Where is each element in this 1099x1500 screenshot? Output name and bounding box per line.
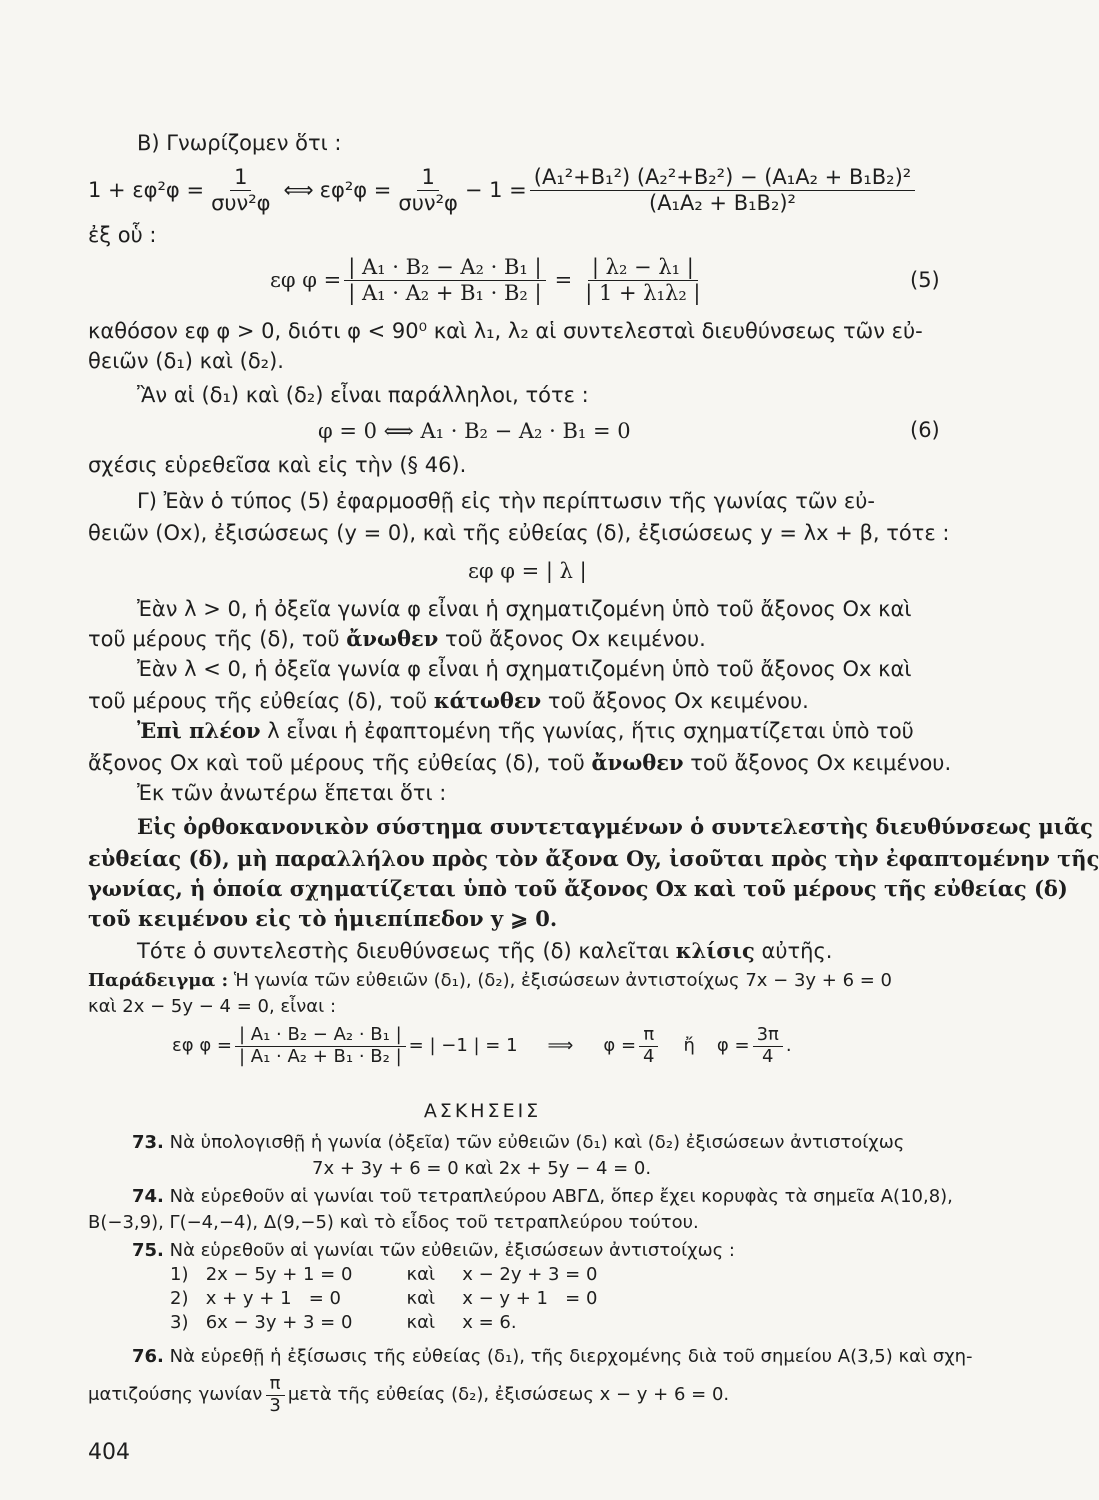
section-c-line: Τότε ὁ συντελεστὴς διευθύνσεως τῆς (δ) καλεῖται κλίσις αὐτῆς. bbox=[137, 938, 833, 963]
theorem-line: τοῦ κειμένου εἰς τὸ ἡμιεπίπεδον y ⩾ 0. bbox=[88, 906, 558, 931]
iff-symbol: ⟺ bbox=[283, 178, 314, 202]
exercise-73-line2: 7x + 3y + 6 = 0 καὶ 2x + 5y − 4 = 0. bbox=[312, 1158, 652, 1179]
eq5-fraction-2: $\frac{\text{| λ₂ − λ₁ |}}{\text{| 1 + λ₁λ₂ |}}$ bbox=[585, 255, 701, 305]
equation-1 bbox=[88, 162, 918, 218]
implies-arrow: ⟹ bbox=[547, 1035, 574, 1056]
eq1-lhs: 1 + εφ²φ = bbox=[88, 178, 205, 202]
section-c-line: Ἐπὶ πλέον λ εἶναι ἡ ἐφαπτομένη τῆς γωνίας, ἥτις σχηματίζεται ὑπὸ τοῦ bbox=[137, 718, 914, 743]
exercise-73: 73. Νὰ ὑπολογισθῇ ἡ γωνία (ὀξεῖα) τῶν εὐθειῶν (δ₁) καὶ (δ₂) ἐξισώσεων ἀντιστοίχως bbox=[132, 1132, 905, 1153]
exercise-75-item: 3) 6x − 3y + 3 = 0 καὶ x = 6. bbox=[170, 1312, 517, 1333]
eq1-minus-one: − 1 = bbox=[464, 178, 527, 202]
equation-number-5: (5) bbox=[910, 268, 940, 292]
theorem-line: εὐθείας (δ), μὴ παραλλήλου πρὸς τὸν ἄξονα Oy, ἰσοῦται πρὸς τὴν ἐφαπτομένην τῆς bbox=[88, 846, 1099, 871]
eq1-mid: εφ²φ = bbox=[319, 178, 392, 202]
exercises-heading: ΑΣΚΗΣΕΙΣ bbox=[423, 1100, 542, 1122]
example-fraction: $\frac{\text{| A₁ · B₂ − A₂ · B₁ |}}{\text{| A₁ · A₂ + B₁ · B₂ |}}$ bbox=[235, 1025, 406, 1067]
pi-over-3: $\frac{\pi}{3}$ bbox=[265, 1374, 284, 1416]
exercise-75-item: 1) 2x − 5y + 1 = 0 καὶ x − 2y + 3 = 0 bbox=[170, 1264, 598, 1285]
page-number: 404 bbox=[88, 1440, 130, 1465]
section-c-line: τοῦ μέρους τῆς εὐθείας (δ), τοῦ κάτωθεν τοῦ ἄξονος Ox κειμένου. bbox=[88, 688, 809, 713]
eq1-fraction-2: $\frac{1}{\text{συν²φ}}$ bbox=[398, 165, 458, 215]
example-equation: εφ φ = $\frac{\text{| A₁ · B₂ − A₂ · B₁ |}}{\text{| A₁ · A₂ + B₁ · B₂ |}}$ = | −1 | = 1 ⟹ φ = $\frac{\pi}{4}$ ἤ φ = $\frac{3\pi}{4}$ . bbox=[172, 1023, 792, 1067]
example-line: καὶ 2x − 5y − 4 = 0, εἶναι : bbox=[88, 996, 337, 1017]
exercise-76-line2: ματιζούσης γωνίαν $\frac{\pi}{3}$ μετὰ τῆς εὐθείας (δ₂), ἐξισώσεως x − y + 6 = 0. bbox=[88, 1372, 730, 1416]
section-c-line: θειῶν (Ox), ἐξισώσεως (y = 0), καὶ τῆς εὐθείας (δ), ἐξισώσεως y = λx + β, τότε : bbox=[88, 521, 950, 545]
exercise-76: 76. Νὰ εὑρεθῇ ἡ ἐξίσωσις τῆς εὐθείας (δ₁), τῆς διερχομένης διὰ τοῦ σημείου A(3,5) καὶ σχη- bbox=[132, 1346, 973, 1367]
equation-6: φ = 0 ⟺ A₁ · B₂ − A₂ · B₁ = 0 bbox=[318, 419, 631, 443]
section-c-line: τοῦ μέρους τῆς (δ), τοῦ ἄνωθεν τοῦ ἄξονος Ox κειμένου. bbox=[88, 626, 706, 651]
formula-tan-abs-lambda: εφ φ = | λ | bbox=[468, 559, 587, 583]
section-b-heading: Β) Γνωρίζομεν ὅτι : bbox=[137, 131, 342, 155]
equation-5: εφ φ = $\frac{\text{| A₁ · B₂ − A₂ · B₁ |}}{\text{| A₁ · A₂ + B₁ · B₂ |}}$ = $\frac{\text{| λ₂ − λ₁ |}}{\text{| 1 + λ₁λ₂ |}}$ bbox=[270, 250, 707, 310]
exercise-74: 74. Νὰ εὑρεθοῦν αἱ γωνίαι τοῦ τετραπλεύρου ΑΒΓΔ, ὅπερ ἔχει κορυφὰς τὰ σημεῖα A(10,8), bbox=[132, 1186, 953, 1207]
three-pi-over-4: $\frac{3\pi}{4}$ bbox=[753, 1025, 783, 1067]
theorem-line: γωνίας, ἡ ὁποία σχηματίζεται ὑπὸ τοῦ ἄξονος Ox καὶ τοῦ μέρους τῆς εὐθείας (δ) bbox=[88, 876, 1068, 901]
paragraph-line: θειῶν (δ₁) καὶ (δ₂). bbox=[88, 349, 284, 373]
exercise-74-line2: B(−3,9), Γ(−4,−4), Δ(9,−5) καὶ τὸ εἶδος τοῦ τετραπλεύρου τούτου. bbox=[88, 1212, 699, 1233]
exercise-75: 75. Νὰ εὑρεθοῦν αἱ γωνίαι τῶν εὐθειῶν, ἐξισώσεων ἀντιστοίχως : bbox=[132, 1240, 735, 1261]
eq1-fraction-3: $\frac{\text{(A₁²+B₁²) (A₂²+B₂²) − (A₁A₂ + B₁B₂)²}}{\text{(A₁A₂ + B₁B₂)²}}$ bbox=[530, 165, 915, 214]
paragraph-line: Ἂν αἱ (δ₁) καὶ (δ₂) εἶναι παράλληλοι, τότε : bbox=[137, 383, 589, 407]
section-c-line: Ἐὰν λ > 0, ἡ ὀξεῖα γωνία φ εἶναι ἡ σχηματιζομένη ὑπὸ τοῦ ἄξονος Ox καὶ bbox=[137, 597, 912, 621]
eq5-lhs: εφ φ = bbox=[270, 268, 342, 292]
theorem-line: Εἰς ὀρθοκανονικὸν σύστημα συντεταγμένων ὁ συντελεστὴς διευθύνσεως μιᾶς bbox=[137, 814, 1093, 839]
section-c-line: Γ) Ἐὰν ὁ τύπος (5) ἐφαρμοσθῇ εἰς τὴν περίπτωσιν τῆς γωνίας τῶν εὐ- bbox=[137, 489, 876, 513]
exercise-75-item: 2) x + y + 1 = 0 καὶ x − y + 1 = 0 bbox=[170, 1288, 598, 1309]
section-c-line: ἄξονος Ox καὶ τοῦ μέρους τῆς εὐθείας (δ), τοῦ ἄνωθεν τοῦ ἄξονος Ox κειμένου. bbox=[88, 750, 952, 775]
section-c-line: Ἐὰν λ < 0, ἡ ὀξεῖα γωνία φ εἶναι ἡ σχηματιζομένη ὑπὸ τοῦ ἄξονος Ox καὶ bbox=[137, 657, 912, 681]
eq5-fraction-1: $\frac{\text{| A₁ · B₂ − A₂ · B₁ |}}{\text{| A₁ · A₂ + B₁ · B₂ |}}$ bbox=[344, 255, 545, 304]
paragraph-line: καθόσον εφ φ > 0, διότι φ < 90⁰ καὶ λ₁, λ₂ αἱ συντελεσταὶ διευθύνσεως τῶν εὐ- bbox=[88, 319, 923, 343]
eq1-fraction-1: $\frac{1}{\text{συν²φ}}$ bbox=[211, 165, 271, 215]
paragraph-line: σχέσις εὑρεθεῖσα καὶ εἰς τὴν (§ 46). bbox=[88, 453, 467, 477]
pi-over-4: $\frac{\pi}{4}$ bbox=[639, 1025, 658, 1067]
example-line: Παράδειγμα : Ἡ γωνία τῶν εὐθειῶν (δ₁), (δ₂), ἐξισώσεων ἀντιστοίχως 7x − 3y + 6 = 0 bbox=[88, 970, 893, 991]
section-c-line: Ἐκ τῶν ἀνωτέρω ἕπεται ὅτι : bbox=[137, 781, 447, 805]
from-which: ἐξ οὗ : bbox=[88, 223, 157, 247]
equation-number-6: (6) bbox=[910, 418, 940, 442]
